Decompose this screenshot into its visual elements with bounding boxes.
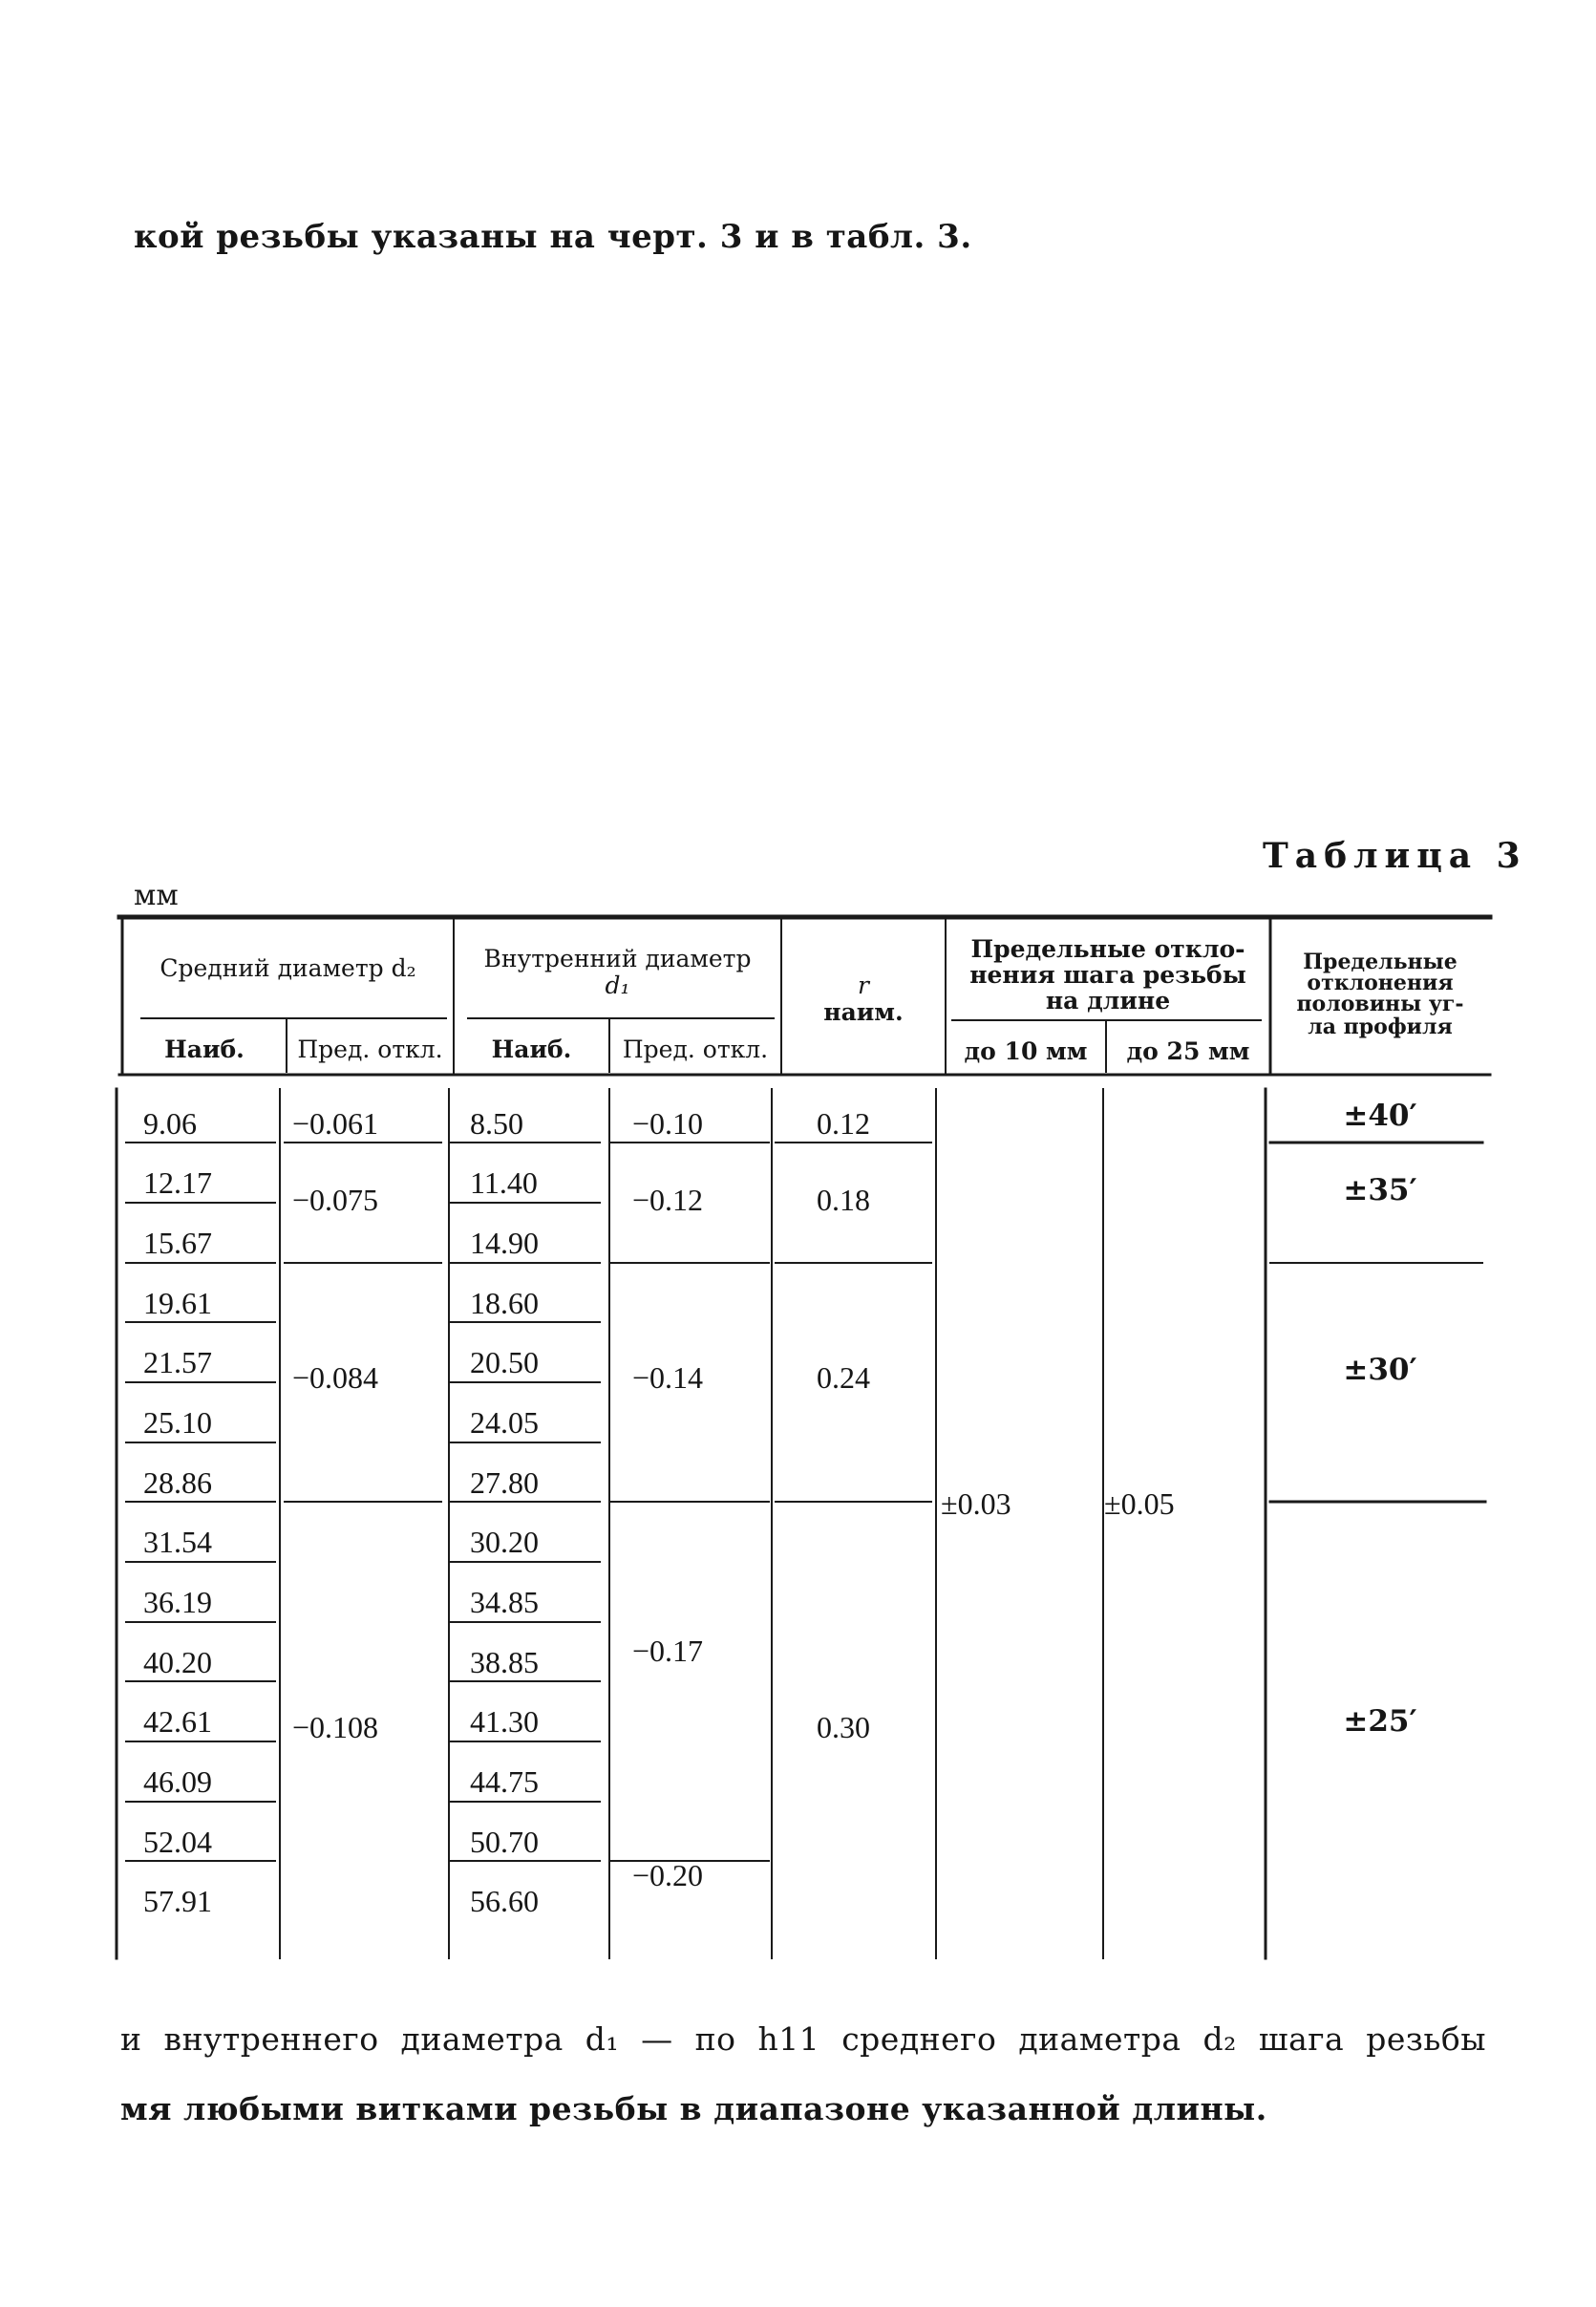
mean-max-cell: 25.10 xyxy=(143,1405,212,1440)
half-angle-cell: ±25′ xyxy=(1343,1704,1417,1739)
inner-max-cell: 24.05 xyxy=(470,1405,539,1440)
inner-tolerance-cell: −0.10 xyxy=(632,1106,704,1141)
inner-max-cell: 56.60 xyxy=(470,1884,539,1918)
mean-tolerance-cell: −0.061 xyxy=(292,1106,379,1141)
mean-max-cell: 19.61 xyxy=(143,1286,212,1320)
subheader-mean-tolerance: Пред. откл. xyxy=(297,1036,443,1063)
unit-label: мм xyxy=(134,879,179,912)
inner-tolerance-cell: −0.12 xyxy=(632,1183,704,1217)
header-mean-diameter: Средний диаметр d₂ xyxy=(160,954,416,982)
following-text-line-2: мя любыми витками резьбы в диапазоне указанной длины. xyxy=(120,2090,1267,2127)
mean-max-cell: 57.91 xyxy=(143,1884,212,1918)
mean-max-cell: 40.20 xyxy=(143,1645,212,1679)
header-half-angle-line-2: отклонения xyxy=(1307,971,1454,995)
pitch-deviation-25mm: ±0.05 xyxy=(1104,1486,1175,1521)
inner-max-cell: 44.75 xyxy=(470,1764,539,1799)
pitch-deviation-10mm: ±0.03 xyxy=(941,1486,1011,1521)
mean-max-cell: 42.61 xyxy=(143,1704,212,1739)
inner-max-cell: 50.70 xyxy=(470,1825,539,1859)
header-r-min: наим. xyxy=(823,998,904,1026)
mean-tolerance-cell: −0.084 xyxy=(292,1360,379,1395)
inner-tolerance-cell: −0.17 xyxy=(632,1634,704,1668)
mean-max-cell: 9.06 xyxy=(143,1106,197,1141)
following-text-line-1: и внутреннего диаметра d₁ — по h11 среднего диаметра d₂ шага резьбы xyxy=(120,2020,1486,2058)
subheader-up-to-10: до 10 мм xyxy=(964,1037,1088,1065)
r-min-cell: 0.30 xyxy=(817,1710,870,1744)
inner-max-cell: 38.85 xyxy=(470,1645,539,1679)
half-angle-cell: ±35′ xyxy=(1343,1173,1417,1207)
inner-max-cell: 14.90 xyxy=(470,1226,539,1260)
r-min-cell: 0.24 xyxy=(817,1360,870,1395)
inner-tolerance-cell: −0.20 xyxy=(632,1858,704,1892)
table-caption: Таблица 3 xyxy=(1263,836,1527,876)
half-angle-cell: ±40′ xyxy=(1343,1099,1417,1133)
header-pitch-line-3: на длине xyxy=(1045,987,1171,1015)
r-min-cell: 0.18 xyxy=(817,1183,870,1217)
mean-max-cell: 52.04 xyxy=(143,1825,212,1859)
preceding-text-line: кой резьбы указаны на черт. 3 и в табл. 3. xyxy=(134,218,972,256)
inner-max-cell: 30.20 xyxy=(470,1525,539,1559)
subheader-up-to-25: до 25 мм xyxy=(1126,1037,1250,1065)
subheader-inner-tolerance: Пред. откл. xyxy=(622,1036,769,1063)
inner-max-cell: 8.50 xyxy=(470,1106,523,1141)
mean-max-cell: 36.19 xyxy=(143,1585,212,1619)
mean-max-cell: 28.86 xyxy=(143,1465,212,1500)
subheader-inner-max: Наиб. xyxy=(491,1036,572,1063)
header-pitch-line-1: Предельные откло- xyxy=(970,935,1245,963)
header-half-angle-line-3: половины уг- xyxy=(1296,992,1464,1016)
mean-max-cell: 46.09 xyxy=(143,1764,212,1799)
inner-max-cell: 41.30 xyxy=(470,1704,539,1739)
subheader-mean-max: Наиб. xyxy=(164,1036,245,1063)
mean-max-cell: 21.57 xyxy=(143,1345,212,1379)
inner-max-cell: 18.60 xyxy=(470,1286,539,1320)
r-min-cell: 0.12 xyxy=(817,1106,870,1141)
header-inner-diameter-symbol: d₁ xyxy=(605,972,630,999)
header-pitch-line-2: нения шага резьбы xyxy=(969,961,1246,989)
inner-max-cell: 11.40 xyxy=(470,1165,538,1200)
inner-max-cell: 34.85 xyxy=(470,1585,539,1619)
header-half-angle-line-4: ла профиля xyxy=(1308,1015,1453,1039)
mean-max-cell: 15.67 xyxy=(143,1226,212,1260)
mean-tolerance-cell: −0.075 xyxy=(292,1183,379,1217)
header-r: r xyxy=(858,972,869,999)
header-inner-diameter: Внутренний диаметр xyxy=(483,945,752,972)
inner-max-cell: 20.50 xyxy=(470,1345,539,1379)
inner-tolerance-cell: −0.14 xyxy=(632,1360,704,1395)
half-angle-cell: ±30′ xyxy=(1343,1353,1417,1387)
mean-tolerance-cell: −0.108 xyxy=(292,1710,379,1744)
header-half-angle-line-1: Предельные xyxy=(1303,950,1458,974)
inner-max-cell: 27.80 xyxy=(470,1465,539,1500)
mean-max-cell: 31.54 xyxy=(143,1525,212,1559)
mean-max-cell: 12.17 xyxy=(143,1165,212,1200)
